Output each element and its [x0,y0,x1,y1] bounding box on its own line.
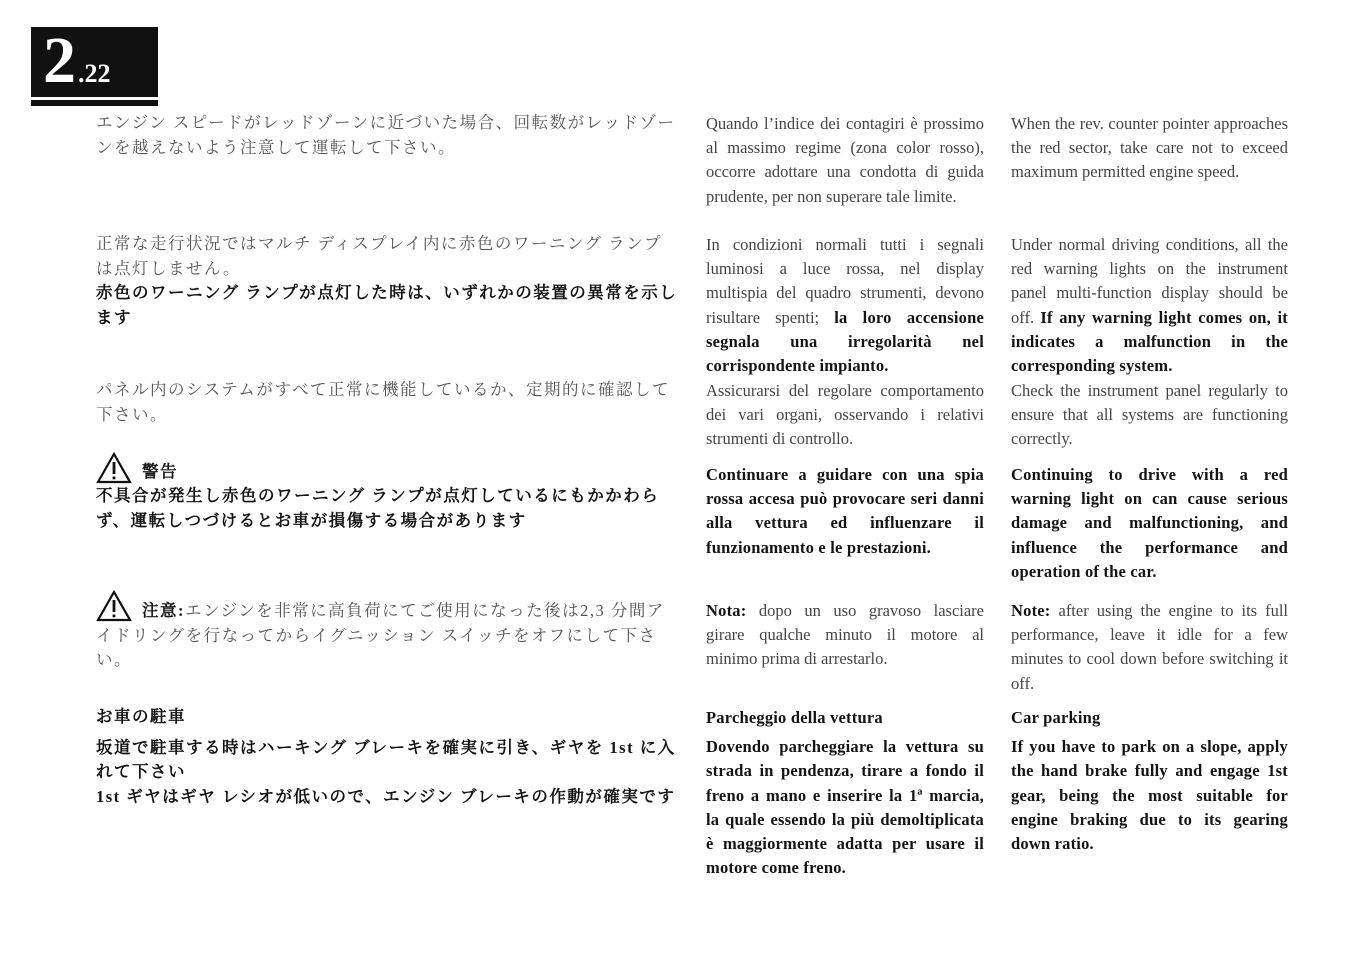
badge-underline [31,100,158,106]
jp-parking-block [96,705,680,809]
jp-warning-block [96,452,680,533]
jp-parking-text-1: 坂道で駐車する時はハーキング ブレーキを確実に引き、ギヤを 1st に入れて下さい [96,737,676,781]
it-rev-counter [706,112,984,209]
caution-triangle-icon [96,590,132,622]
jp-warning-lights-normal: 正常な走行状況ではマルチ ディスプレイ内に赤色のワーニング ランプは点灯しません。 [96,234,663,278]
jp-caution-title: 注意: [142,601,185,620]
it-note-block [706,599,984,672]
jp-warning-text: 不具合が発生し赤色のワーニング ランプが点灯しているにもかかわらず、運転しつづけるとお車が損傷する場合があります [96,486,660,530]
en-rev-counter-text: When the rev. counter pointer approaches the red sector, take care not to exceed maximum permitted engine speed. [1011,114,1288,182]
en-parking-text: If you have to park on a slope, apply the hand brake fully and engage 1st gear, being the most suitable for engine braking due to its gearing down ratio. [1011,737,1288,854]
en-parking-block [1011,706,1288,856]
en-note-text: after using the engine to its full performance, leave it idle for a few minutes to cool down before switching it off. [1011,601,1288,693]
en-warning-lights-bold: If any warning light comes on, it indicates a malfunction in the corresponding system. [1011,307,1288,376]
page-sub-number: .22 [78,59,111,88]
en-warning-block [1011,463,1288,584]
en-rev-counter [1011,112,1288,185]
en-note-title: Note: [1011,601,1051,620]
en-warning-lights-normal: Under normal driving conditions, all the red warning lights on the instrument panel multi-function display should be off. [1011,235,1288,327]
it-warning-lights [706,233,984,378]
jp-caution-text: エンジンを非常に高負荷にてご使用になった後は2,3 分間アイドリングを行なってからイグニッション スイッチをオフにして下さい。 [96,601,665,669]
jp-parking-text-2: 1st ギヤはギヤ レシオが低いので、エンジン ブレーキの作動が確実です [96,786,676,806]
en-check-panel [1011,379,1288,452]
jp-rev-counter [96,111,680,160]
it-rev-counter-text: Quando l’indice dei contagiri è prossimo al massimo regime (zona color rosso), occorre adottare una condotta di guida prudente, per non superare tale limite. [706,114,984,206]
it-warning-lights-bold: la loro accensione segnala una irregolarità nel corrispondente impianto. [706,307,985,376]
en-check-panel-text: Check the instrument panel regularly to ensure that all systems are functioning correctly. [1011,381,1288,449]
it-warning-lights-normal: In condizioni normali tutti i segnali luminosi a luce rossa, nel display multispia del quadro strumenti, devono risultare spenti; [706,235,984,327]
it-parking-title: Parcheggio della vettura [706,708,883,727]
en-warning-lights [1011,233,1288,378]
it-check-panel [706,379,984,452]
jp-parking-title: お車の駐車 [96,707,186,726]
en-warning-text: Continuing to drive with a red warning light on can cause serious damage and malfunctioning, and influence the performance and operation of the car. [1011,465,1288,581]
jp-warning-lights-bold: 赤色のワーニング ランプが点灯した時は、いずれかの装置の異常を示します [96,283,678,327]
jp-warning-lights [96,232,680,330]
it-note-title: Nota: [706,601,747,620]
page-number-badge [31,24,158,97]
page-chapter-number: 2 [43,24,76,97]
it-warning-text: Continuare a guidare con una spia rossa accesa può provocare seri danni alla vettura ed influenzare il funzionamento e le prestazioni. [706,465,984,557]
jp-check-panel-text: パネル内のシステムがすべて正常に機能しているか、定期的に確認して下さい。 [96,380,671,424]
jp-caution-block [96,590,680,673]
it-parking-text: Dovendo parcheggiare la vettura su strada in pendenza, tirare a fondo il freno a mano e inserire la 1ª marcia, la quale essendo la più demoltiplicata è maggiormente adatta per usare il motore come freno. [706,737,984,878]
warning-triangle-icon [96,452,132,484]
it-warning-block [706,463,984,560]
en-parking-title: Car parking [1011,708,1101,727]
it-parking-block [706,706,984,880]
it-note-text: dopo un uso gravoso lasciare girare qualche minuto il motore al minimo prima di arrestarlo. [706,601,984,669]
it-check-panel-text: Assicurarsi del regolare comportamento dei vari organi, osservando i relativi strumenti di controllo. [706,381,984,449]
jp-warning-title: 警告 [142,461,178,481]
jp-rev-counter-text: エンジン スピードがレッドゾーンに近づいた場合、回転数がレッドゾーンを越えないよう注意して運転して下さい。 [96,113,676,157]
en-note-block [1011,599,1288,696]
jp-check-panel [96,378,680,427]
